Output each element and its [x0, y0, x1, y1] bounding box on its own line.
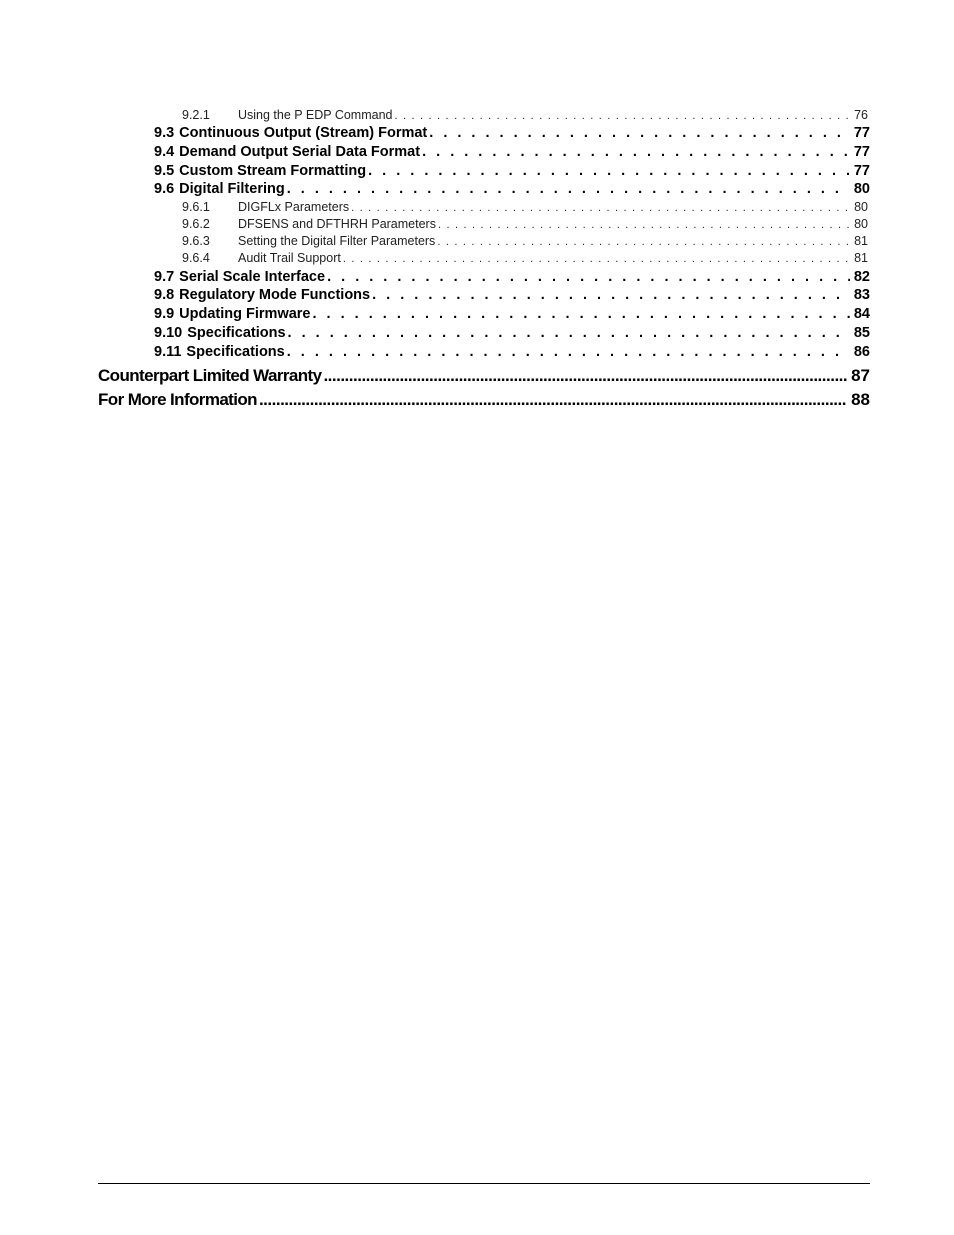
toc-entry-title: Updating Firmware	[179, 306, 311, 322]
toc-entry-title: Regulatory Mode Functions	[179, 287, 371, 303]
toc-entry-number: 9.2.1	[182, 108, 210, 122]
toc-entry-page: 81	[854, 251, 868, 265]
toc-entry-title: Digital Filtering	[179, 181, 285, 197]
toc-entry-title: Continuous Output (Stream) Format	[179, 125, 428, 141]
toc-entry-title: Audit Trail Support	[238, 251, 341, 265]
dot-leader	[288, 325, 850, 341]
toc-entry-9-11[interactable]	[154, 344, 870, 363]
toc-entry-title: Counterpart Limited Warranty	[98, 366, 322, 385]
toc-entry-page: 80	[854, 217, 868, 231]
toc-entry-page: 80	[853, 181, 870, 197]
toc-entry-number: 9.10	[154, 325, 183, 341]
toc-entry-page: 76	[854, 108, 868, 122]
dot-leader	[327, 269, 850, 285]
toc-entry-page: 86	[853, 344, 870, 360]
toc-entry-number: 9.5	[154, 163, 175, 179]
dot-leader	[372, 287, 850, 303]
dot-leader	[368, 163, 850, 179]
toc-entry-title: DIGFLx Parameters	[238, 200, 350, 214]
toc-entry-9-6-4[interactable]	[182, 251, 868, 267]
dot-leader	[259, 390, 847, 410]
dot-leader	[351, 202, 850, 214]
toc-entry-number: 9.8	[154, 287, 175, 303]
toc-entry-title: Specifications	[186, 344, 285, 360]
toc-entry-title: For More Information	[98, 390, 257, 409]
toc-entry-number: 9.6.1	[182, 200, 210, 214]
toc-entry-page: 85	[853, 325, 870, 341]
dot-leader	[438, 219, 850, 231]
toc-entry-number: 9.3	[154, 125, 175, 141]
toc-entry-number: 9.11	[154, 344, 182, 360]
toc-entry-for-more-information[interactable]	[98, 390, 870, 414]
toc-entry-page: 77	[853, 144, 870, 160]
toc-entry-9-6-1[interactable]	[182, 200, 868, 216]
toc-entry-9-9[interactable]	[154, 306, 870, 325]
toc-entry-title: Using the P EDP Command	[238, 108, 393, 122]
toc-entry-number: 9.7	[154, 269, 175, 285]
toc-entry-number: 9.6.2	[182, 217, 210, 231]
toc-entry-number: 9.6.3	[182, 234, 210, 248]
toc-entry-number: 9.4	[154, 144, 175, 160]
dot-leader	[394, 110, 850, 122]
toc-entry-9-6-2[interactable]	[182, 217, 868, 233]
toc-entry-number: 9.6	[154, 181, 175, 197]
toc-entry-9-6-3[interactable]	[182, 234, 868, 250]
toc-entry-page: 80	[854, 200, 868, 214]
dot-leader	[343, 253, 850, 265]
toc-entry-title: Custom Stream Formatting	[179, 163, 367, 179]
dot-leader	[323, 366, 847, 386]
toc-entry-9-6[interactable]	[154, 181, 870, 200]
toc-entry-9-7[interactable]	[154, 269, 870, 288]
toc-entry-9-8[interactable]	[154, 287, 870, 306]
dot-leader	[313, 306, 850, 322]
toc-entry-9-2-1[interactable]	[182, 108, 868, 124]
toc-entry-page: 82	[853, 269, 870, 285]
toc-entry-title: Specifications	[187, 325, 286, 341]
dot-leader	[437, 236, 850, 248]
toc-entry-number: 9.6.4	[182, 251, 210, 265]
dot-leader	[429, 125, 850, 141]
toc-entry-page: 77	[853, 125, 870, 141]
dot-leader	[287, 344, 850, 360]
toc-entry-9-3[interactable]	[154, 125, 870, 144]
toc-entry-counterpart-limited-warranty[interactable]	[98, 366, 870, 390]
toc-entry-9-10[interactable]	[154, 325, 870, 344]
toc-entry-title: Setting the Digital Filter Parameters	[238, 234, 436, 248]
dot-leader	[287, 181, 850, 197]
toc-entry-page: 81	[854, 234, 868, 248]
footer-divider	[98, 1183, 870, 1184]
toc-entry-title: DFSENS and DFTHRH Parameters	[238, 217, 436, 231]
toc-entry-title: Demand Output Serial Data Format	[179, 144, 421, 160]
toc-entry-page: 84	[853, 306, 870, 322]
toc-entry-9-5[interactable]	[154, 163, 870, 182]
toc-entry-page: 77	[853, 163, 870, 179]
toc-entry-page: 83	[853, 287, 870, 303]
dot-leader	[422, 144, 850, 160]
toc-entry-9-4[interactable]	[154, 144, 870, 163]
toc-entry-number: 9.9	[154, 306, 175, 322]
toc-entry-page: 88	[851, 390, 870, 409]
toc-entry-title: Serial Scale Interface	[179, 269, 326, 285]
toc-entry-page: 87	[851, 366, 870, 385]
